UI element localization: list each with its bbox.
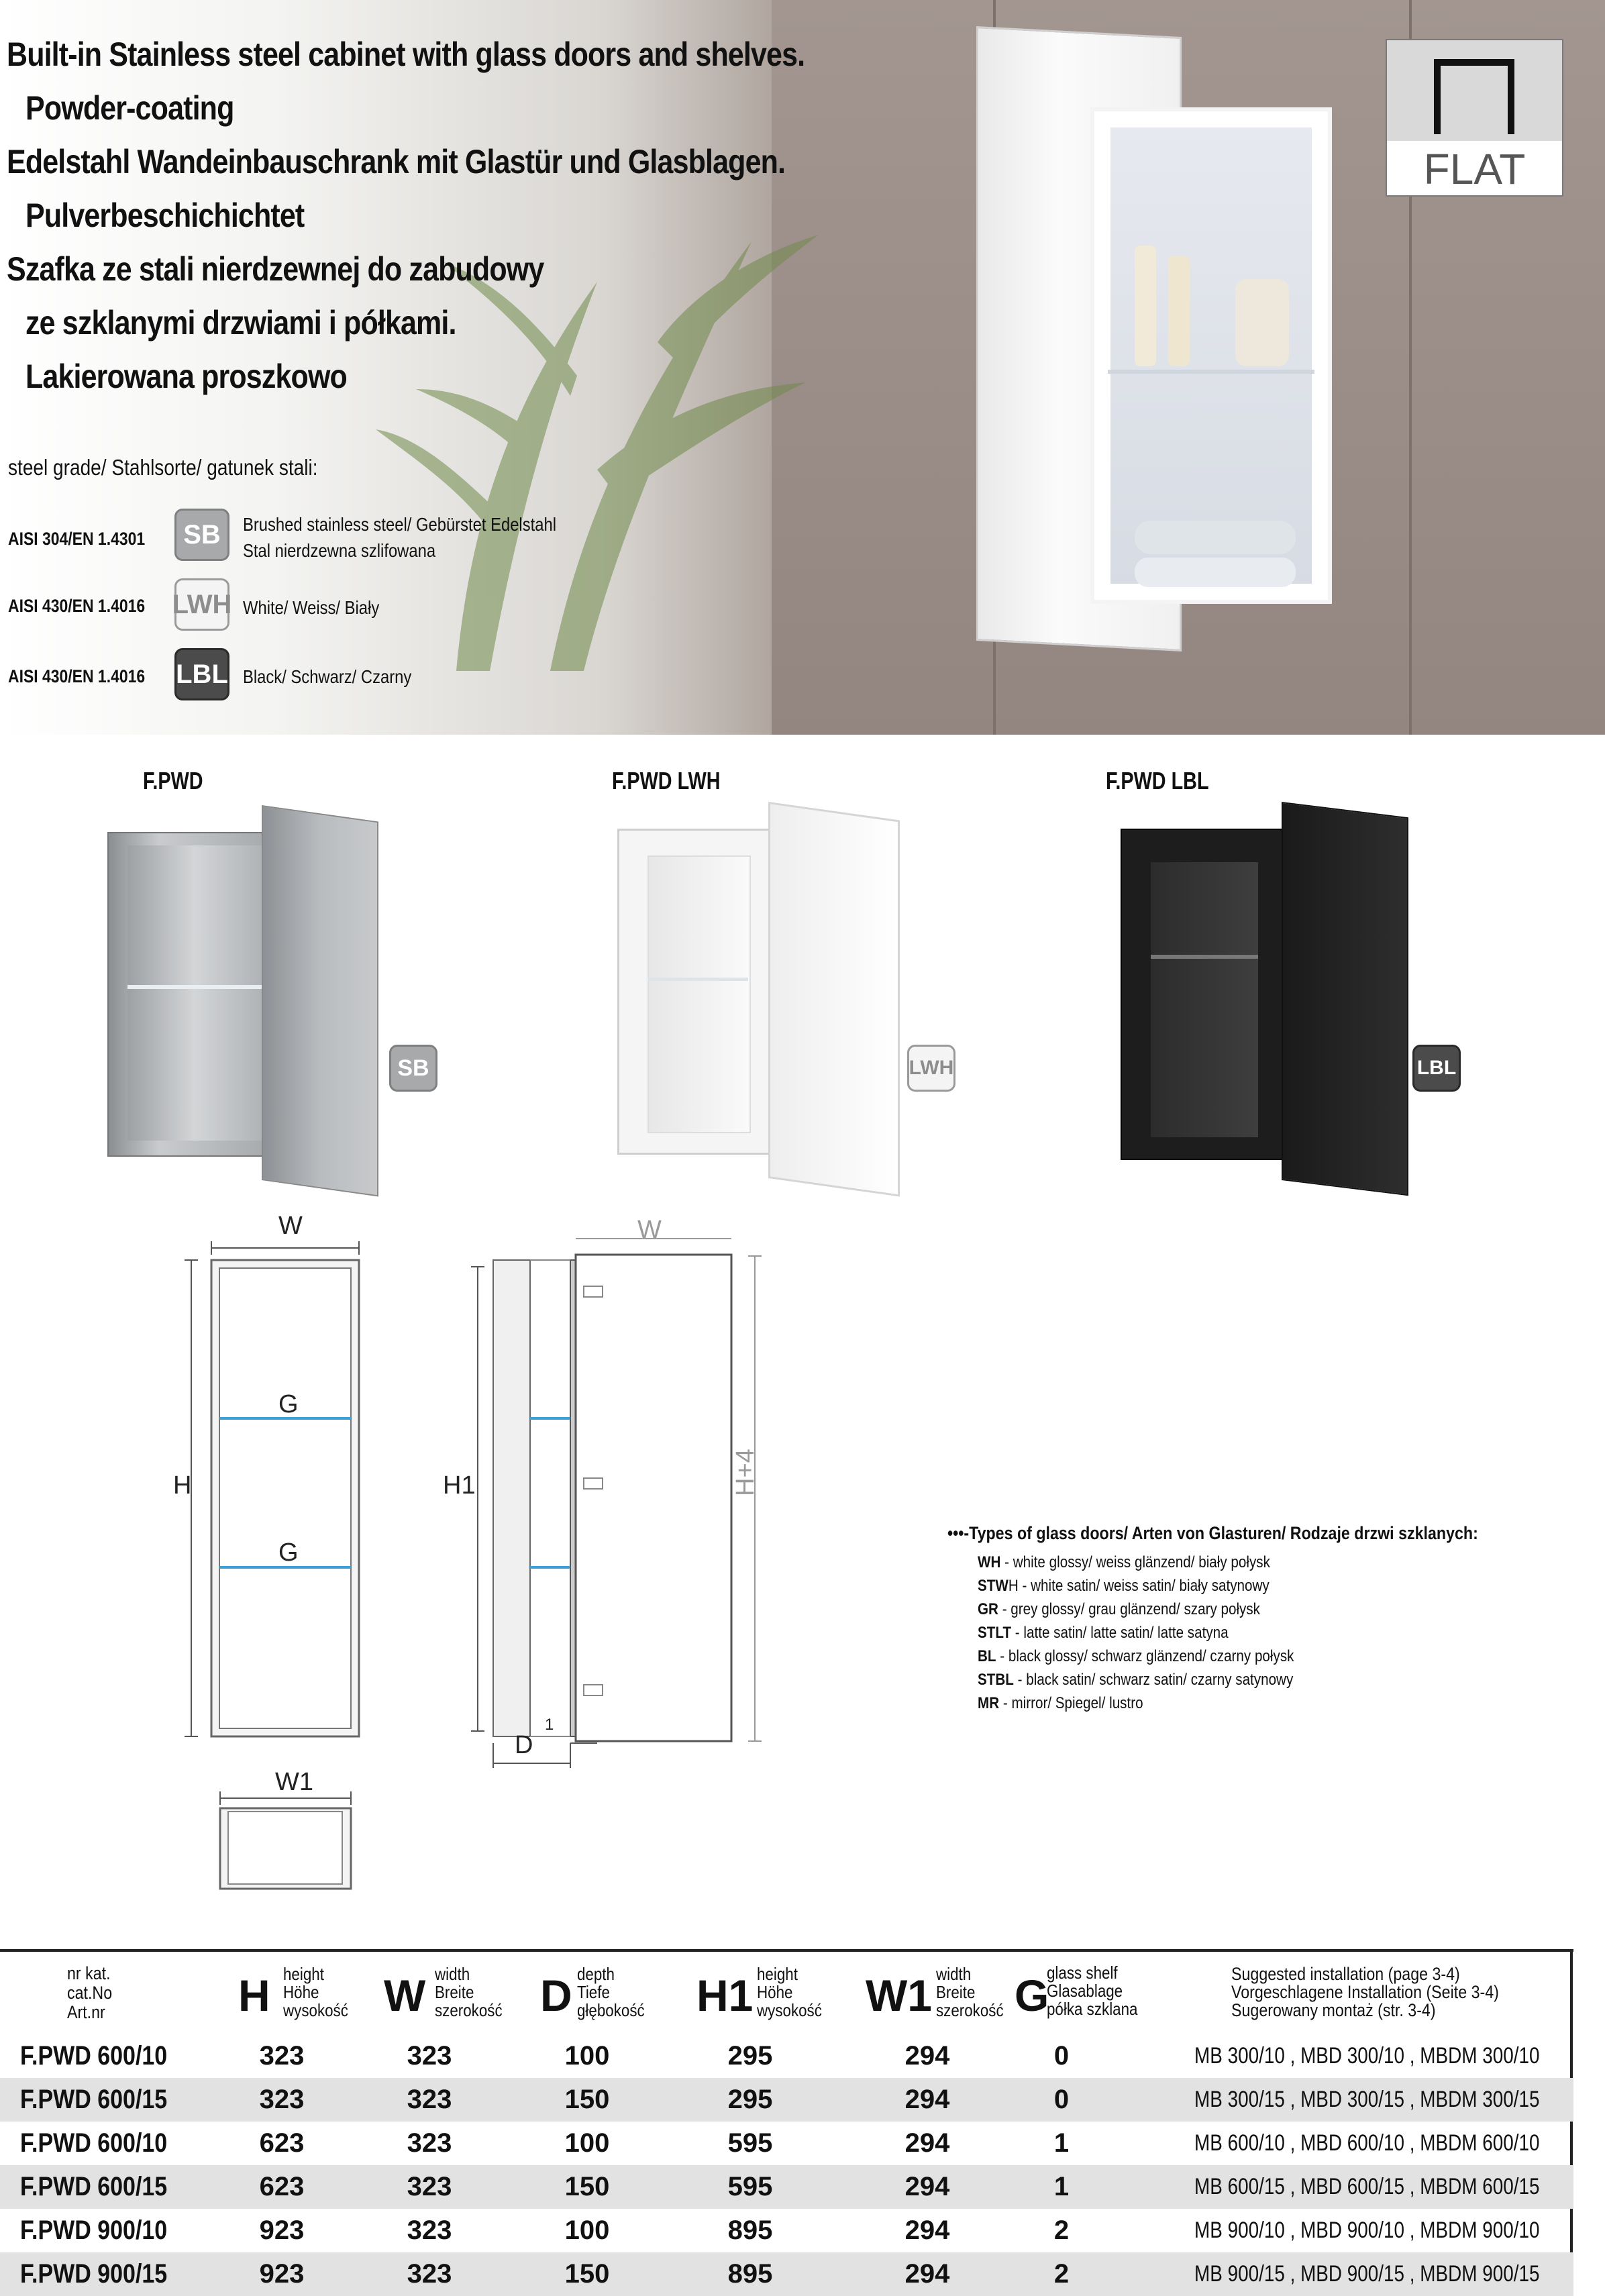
col-h1-letter: H1 bbox=[696, 1971, 754, 2020]
col-w-sub: width Breite szerokość bbox=[435, 1964, 503, 2020]
col-g-letter: G bbox=[1015, 1971, 1049, 2020]
label-g: G bbox=[278, 1538, 299, 1567]
grade-desc: Black/ Schwarz/ Czarny bbox=[243, 666, 412, 687]
product-title: F.PWD bbox=[143, 767, 203, 794]
col-w-letter: W bbox=[384, 1971, 426, 2020]
table-header bbox=[0, 1949, 1573, 2037]
label-h-plus-4: H+4 bbox=[731, 1449, 760, 1496]
product-title: F.PWD LWH bbox=[612, 767, 721, 794]
col-h-letter: H bbox=[238, 1971, 270, 2020]
glass-type-item: STLT - latte satin/ latte satin/ latte satyna bbox=[978, 1624, 1229, 1642]
glass-type-item: STBL - black satin/ schwarz satin/ czarny satynowy bbox=[978, 1671, 1294, 1689]
spec-table bbox=[0, 1949, 1573, 2295]
label-w: W bbox=[278, 1212, 303, 1240]
table-row: F.PWD 600/10 623 323 100 595 294 1 MB 600/10 , MBD 600/10 , MBDM 600/10 bbox=[20, 2128, 1540, 2158]
glass-types bbox=[947, 1522, 1565, 1715]
grade-desc: White/ Weiss/ Biały bbox=[243, 597, 380, 618]
glass-type-item: GR - grey glossy/ grau glänzend/ szary połysk bbox=[978, 1600, 1261, 1618]
col-d-sub: depth Tiefe głębokość bbox=[577, 1964, 645, 2020]
label-one: 1 bbox=[545, 1716, 554, 1734]
glass-type-item: WH - white glossy/ weiss glänzend/ biały połysk bbox=[978, 1553, 1270, 1571]
table-row: F.PWD 900/15 923 323 150 895 294 2 MB 900/15 , MBD 900/15 , MBDM 900/15 bbox=[0, 2252, 1573, 2296]
product-title: F.PWD LBL bbox=[1106, 767, 1209, 794]
table-row: F.PWD 600/10 323 323 100 295 294 0 MB 300/10 , MBD 300/10 , MBDM 300/10 bbox=[20, 2041, 1540, 2071]
badge-lbl: LBL bbox=[1412, 1045, 1461, 1092]
glass-type-item: BL - black glossy/ schwarz glänzend/ czarny połysk bbox=[978, 1647, 1294, 1665]
grade-desc: Brushed stainless steel/ Gebürstet Edelstahl bbox=[243, 514, 556, 535]
col-h1-sub: height Höhe wysokość bbox=[757, 1964, 822, 2020]
label-h: H bbox=[173, 1471, 192, 1500]
col-g-sub: glass shelf Glasablage półka szklana bbox=[1047, 1963, 1138, 2019]
col-h-sub: height Höhe wysokość bbox=[283, 1964, 348, 2020]
badge-sb: SB bbox=[174, 509, 229, 561]
product-image-lbl bbox=[1121, 802, 1409, 1178]
badge-sb: SB bbox=[389, 1045, 437, 1092]
flat-logo-text: FLAT bbox=[1423, 145, 1526, 193]
table-row: F.PWD 900/10 923 323 100 895 294 2 MB 900/10 , MBD 900/10 , MBDM 900/10 bbox=[20, 2215, 1540, 2245]
dimension-drawing bbox=[168, 1201, 772, 1919]
heading-line-4: Pulverbeschichichtet bbox=[25, 197, 305, 234]
grade-code: AISI 304/EN 1.4301 bbox=[8, 529, 146, 549]
heading-line-7: Lakierowana proszkowo bbox=[25, 358, 347, 395]
grade-code: AISI 430/EN 1.4016 bbox=[8, 666, 146, 686]
grade-code: AISI 430/EN 1.4016 bbox=[8, 596, 146, 616]
wall-cabinet-frame bbox=[1090, 107, 1332, 604]
label-h1: H1 bbox=[443, 1471, 476, 1500]
product-image-lwh bbox=[617, 802, 906, 1178]
glass-type-item: STWH - white satin/ weiss satin/ biały satynowy bbox=[978, 1577, 1270, 1595]
plant-image bbox=[376, 121, 845, 671]
col-w1-sub: width Breite szerokość bbox=[936, 1964, 1004, 2020]
glass-type-item: MR - mirror/ Spiegel/ lustro bbox=[978, 1694, 1143, 1712]
col-nr-header: nr kat. cat.No Art.nr bbox=[67, 1963, 113, 2022]
heading-line-6: ze szklanymi drzwiami i półkami. bbox=[25, 304, 456, 342]
table-row: F.PWD 600/15 323 323 150 295 294 0 MB 300/15 , MBD 300/15 , MBDM 300/15 bbox=[0, 2078, 1573, 2122]
label-g: G bbox=[278, 1390, 299, 1418]
product-image-sb bbox=[101, 805, 382, 1178]
flat-logo bbox=[1386, 39, 1563, 197]
heading-line-1: Built-in Stainless steel cabinet with glass doors and shelves. bbox=[7, 36, 805, 73]
steel-grade-label: steel grade/ Stahlsorte/ gatunek stali: bbox=[8, 455, 318, 480]
table-row: F.PWD 600/15 623 323 150 595 294 1 MB 600/15 , MBD 600/15 , MBDM 600/15 bbox=[0, 2165, 1573, 2209]
col-w1-letter: W1 bbox=[866, 1971, 932, 2020]
label-w-side: W bbox=[637, 1216, 662, 1244]
col-installation-header: Suggested installation (page 3-4) Vorgeschlagene Installation (Seite 3-4) Sugerowany montaż (str. 3-4) bbox=[1231, 1964, 1499, 2020]
heading-line-2: Powder-coating bbox=[25, 89, 234, 127]
heading-line-5: Szafka ze stali nierdzewnej do zabudowy bbox=[7, 250, 544, 288]
heading-line-3: Edelstahl Wandeinbauschrank mit Glastür und Glasblagen. bbox=[7, 143, 786, 180]
label-w1: W1 bbox=[275, 1768, 313, 1796]
badge-lwh: LWH bbox=[174, 578, 229, 631]
badge-lwh: LWH bbox=[907, 1045, 955, 1092]
glass-types-heading: •••-Types of glass doors/ Arten von Glasturen/ Rodzaje drzwi szklanych: bbox=[947, 1523, 1478, 1543]
col-d-letter: D bbox=[540, 1971, 572, 2020]
label-d: D bbox=[515, 1731, 533, 1759]
badge-lbl: LBL bbox=[174, 648, 229, 700]
grade-desc: Stal nierdzewna szlifowana bbox=[243, 540, 436, 561]
